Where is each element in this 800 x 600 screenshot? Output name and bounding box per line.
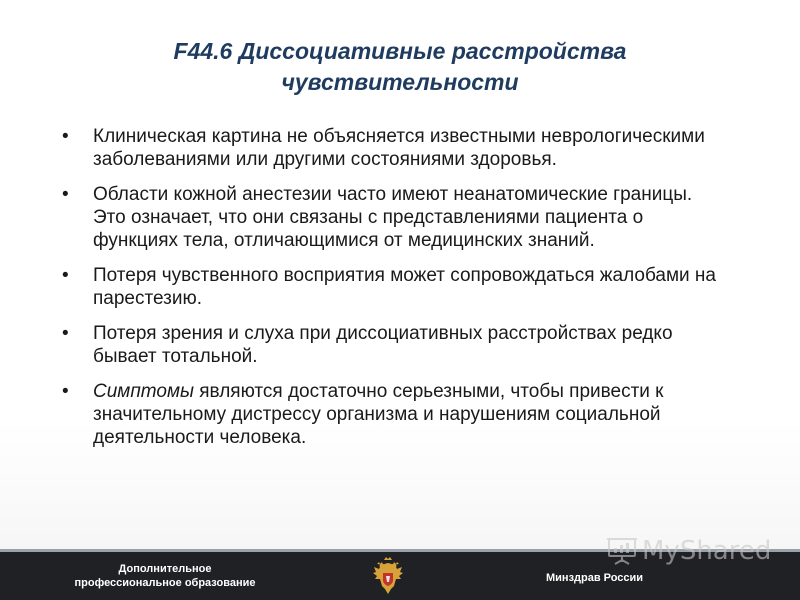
bullet-text: Потеря зрения и слуха при диссоциативных расстройствах редко бывает тотальной. [93, 323, 673, 367]
bullet-item [60, 322, 730, 368]
coat-of-arms-icon [371, 556, 405, 598]
bullet-text: Потеря чувственного восприятия может сопровождаться жалобами на парестезию. [93, 265, 716, 309]
bullet-text: являются достаточно серьезными, чтобы привести к значительному дистрессу организма и нарушениям социальной деятельности человека. [93, 381, 664, 448]
footer-ministry-label: Минздрав России [546, 572, 644, 584]
bullet-text: Области кожной анестезии часто имеют неанатомические границы. Это означает, что они связаны с представлениями пациента о функциях тела, отличающимися от медицинских знаний. [93, 184, 693, 251]
bullet-item [60, 264, 730, 310]
footer-left-line-2: профессиональное образование [74, 577, 256, 589]
bullet-item [60, 183, 730, 252]
footer-left-line-1: Дополнительное [118, 563, 212, 575]
presentation-icon [606, 536, 638, 566]
slide-title [60, 36, 740, 98]
title-line-2: чувствительности [281, 69, 519, 95]
footer-program-label [60, 562, 270, 590]
watermark-text: MyShared [642, 536, 772, 566]
bullet-item [60, 380, 730, 449]
watermark [606, 536, 771, 566]
bullet-text: Клиническая картина не объясняется известными неврологическими заболеваниями или другими состояниями здоровья. [93, 126, 705, 170]
title-line-1: F44.6 Диссоциативные расстройства [173, 38, 627, 64]
bullet-list [60, 125, 730, 461]
bullet-italic-lead: Симптомы [93, 381, 194, 402]
bullet-item [60, 125, 730, 171]
